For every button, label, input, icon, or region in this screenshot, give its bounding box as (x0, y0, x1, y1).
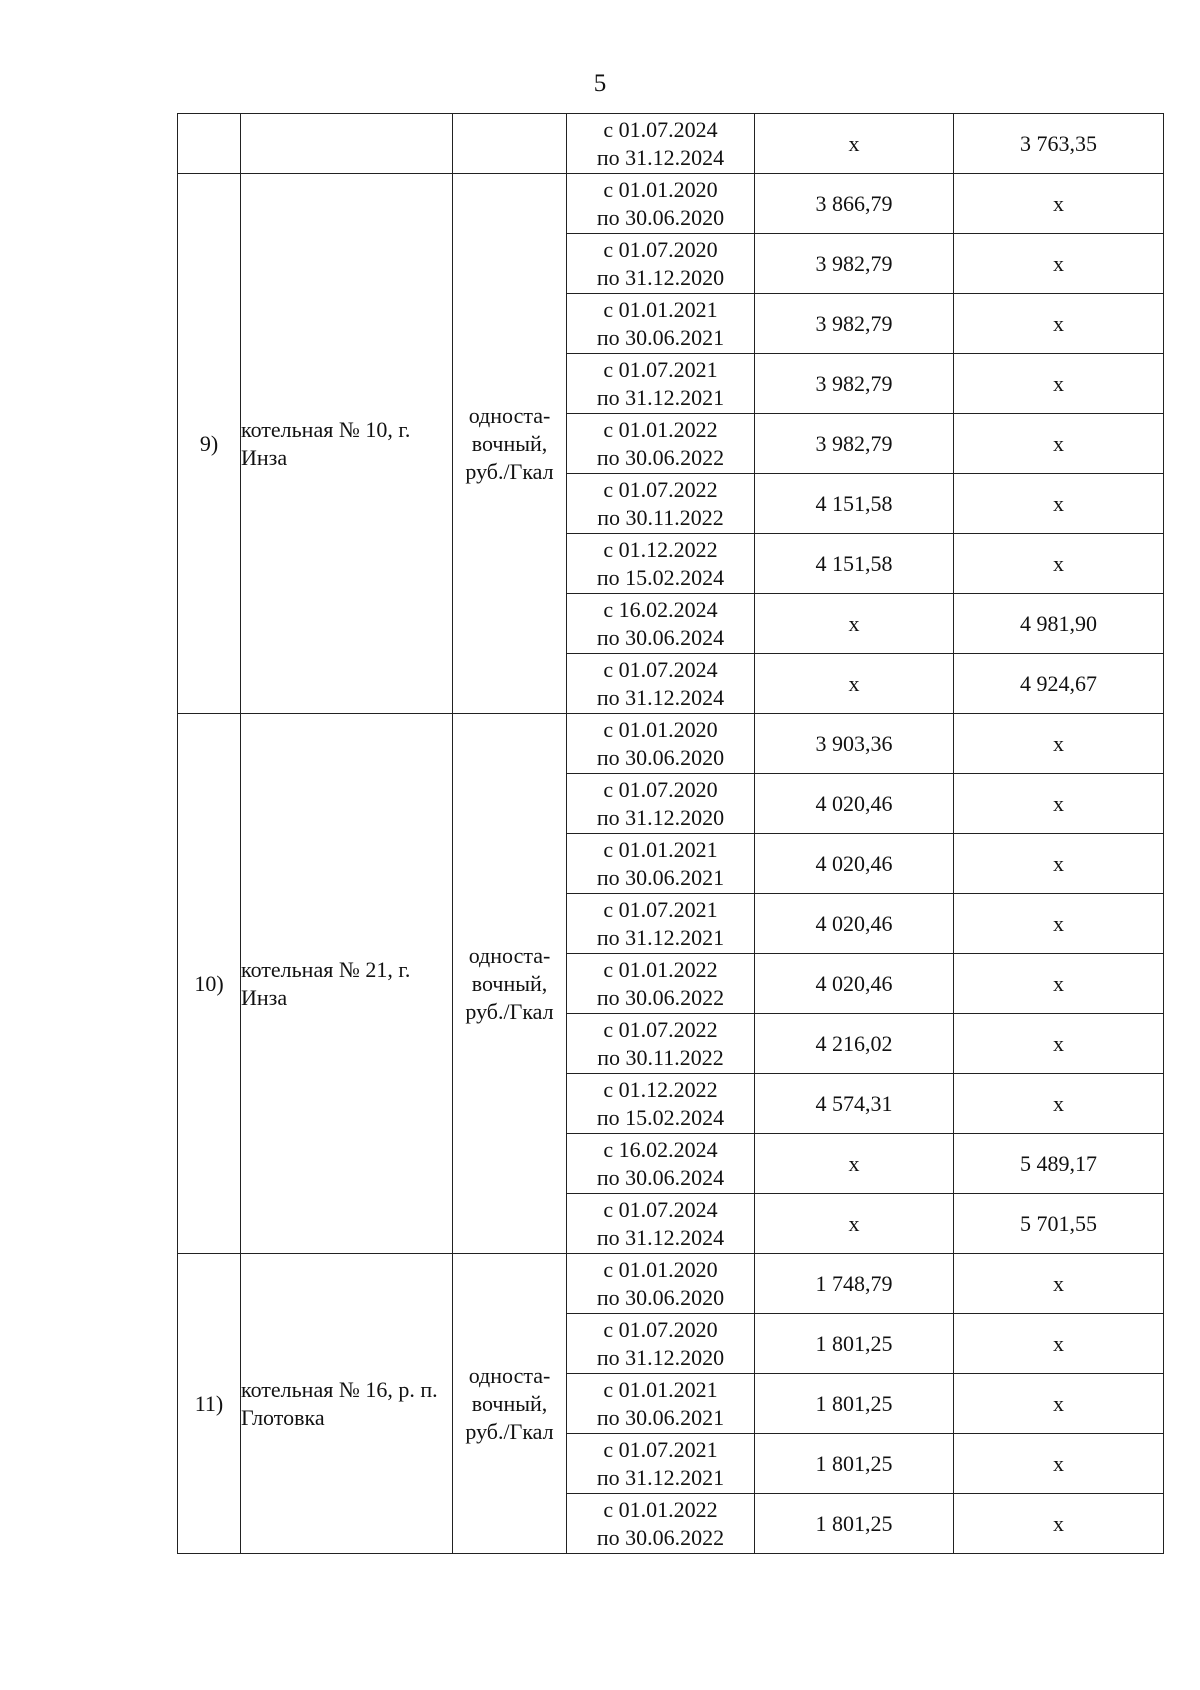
tariff-unit (453, 114, 567, 174)
tariff-unit: односта-вочный, руб./Гкал (453, 1254, 567, 1554)
period-to: по 30.06.2022 (596, 1524, 725, 1550)
period-cell (567, 174, 755, 234)
tariff-table (177, 113, 1164, 1554)
tariff-value-b: х (954, 474, 1164, 534)
period-cell (567, 1134, 755, 1194)
tariff-value-a: 4 020,46 (755, 774, 954, 834)
period-to: по 30.06.2020 (596, 1284, 725, 1310)
period-to: по 31.12.2021 (596, 1464, 725, 1490)
item-number: 9) (178, 174, 241, 714)
boiler-name (241, 114, 453, 174)
tariff-value-b: х (954, 1494, 1164, 1554)
period-to: по 30.06.2021 (596, 864, 725, 890)
tariff-value-b: х (954, 954, 1164, 1014)
period-cell (567, 534, 755, 594)
period-to: по 31.12.2020 (596, 804, 725, 830)
period-from: с 01.07.2021 (603, 356, 718, 382)
period-from: с 01.07.2021 (603, 1436, 718, 1462)
tariff-value-a: 3 982,79 (755, 354, 954, 414)
period-cell (567, 294, 755, 354)
period-to: по 15.02.2024 (596, 1104, 725, 1130)
tariff-unit: односта-вочный, руб./Гкал (453, 174, 567, 714)
tariff-value-a: 4 020,46 (755, 954, 954, 1014)
tariff-value-b: х (954, 1434, 1164, 1494)
page-number: 5 (593, 70, 607, 97)
period-from: с 01.01.2020 (603, 176, 718, 202)
table-row (178, 174, 1164, 234)
tariff-unit: односта-вочный, руб./Гкал (453, 714, 567, 1254)
period-to: по 31.12.2024 (596, 684, 725, 710)
period-cell (567, 114, 755, 174)
period-cell (567, 354, 755, 414)
period-cell (567, 1194, 755, 1254)
period-cell (567, 954, 755, 1014)
period-to: по 31.12.2020 (596, 1344, 725, 1370)
tariff-value-a: 3 982,79 (755, 414, 954, 474)
period-from: с 16.02.2024 (603, 1136, 718, 1162)
period-from: с 01.07.2022 (603, 1016, 718, 1042)
period-from: с 01.07.2020 (603, 236, 718, 262)
tariff-value-b: х (954, 414, 1164, 474)
tariff-value-b: х (954, 1314, 1164, 1374)
period-from: с 01.07.2022 (603, 476, 718, 502)
tariff-value-b: 3 763,35 (954, 114, 1164, 174)
tariff-value-a: 4 574,31 (755, 1074, 954, 1134)
period-to: по 31.12.2021 (596, 924, 725, 950)
period-to: по 31.12.2020 (596, 264, 725, 290)
tariff-value-b: х (954, 1074, 1164, 1134)
tariff-value-b: х (954, 174, 1164, 234)
tariff-value-b: х (954, 234, 1164, 294)
period-to: по 15.02.2024 (596, 564, 725, 590)
tariff-value-a: х (755, 1194, 954, 1254)
item-number (178, 114, 241, 174)
tariff-value-a: 3 903,36 (755, 714, 954, 774)
tariff-value-a: 1 801,25 (755, 1374, 954, 1434)
period-to: по 30.11.2022 (597, 1044, 724, 1070)
period-to: по 30.06.2020 (596, 744, 725, 770)
period-to: по 30.06.2020 (596, 204, 725, 230)
tariff-value-b: х (954, 1374, 1164, 1434)
period-from: с 01.01.2022 (603, 956, 718, 982)
period-from: с 01.07.2024 (603, 116, 718, 142)
period-from: с 01.12.2022 (603, 536, 718, 562)
tariff-value-b: 5 701,55 (954, 1194, 1164, 1254)
boiler-name: котельная № 21, г. Инза (241, 714, 453, 1254)
tariff-value-a: 4 151,58 (755, 534, 954, 594)
tariff-value-b: х (954, 894, 1164, 954)
period-cell (567, 1374, 755, 1434)
tariff-value-b: 4 981,90 (954, 594, 1164, 654)
period-from: с 01.07.2021 (603, 896, 718, 922)
tariff-value-a: 3 866,79 (755, 174, 954, 234)
tariff-value-a: х (755, 594, 954, 654)
tariff-value-a: 3 982,79 (755, 234, 954, 294)
period-to: по 30.06.2022 (596, 984, 725, 1010)
period-from: с 01.07.2020 (603, 1316, 718, 1342)
item-number: 10) (178, 714, 241, 1254)
period-to: по 30.06.2022 (596, 444, 725, 470)
period-cell (567, 414, 755, 474)
tariff-value-b: х (954, 1014, 1164, 1074)
period-cell (567, 714, 755, 774)
period-from: с 01.07.2020 (603, 776, 718, 802)
tariff-value-a: 1 801,25 (755, 1494, 954, 1554)
tariff-value-b: 5 489,17 (954, 1134, 1164, 1194)
period-cell (567, 834, 755, 894)
period-from: с 01.01.2022 (603, 1496, 718, 1522)
period-from: с 01.01.2022 (603, 416, 718, 442)
tariff-value-a: 4 020,46 (755, 834, 954, 894)
tariff-value-a: 1 748,79 (755, 1254, 954, 1314)
period-from: с 01.07.2024 (603, 656, 718, 682)
table-row (178, 1254, 1164, 1314)
tariff-value-a: х (755, 654, 954, 714)
period-to: по 31.12.2024 (596, 1224, 725, 1250)
period-to: по 31.12.2024 (596, 144, 725, 170)
period-from: с 01.12.2022 (603, 1076, 718, 1102)
period-to: по 30.11.2022 (597, 504, 724, 530)
tariff-value-a: 4 020,46 (755, 894, 954, 954)
period-cell (567, 1314, 755, 1374)
table-row (178, 114, 1164, 174)
boiler-name: котельная № 10, г. Инза (241, 174, 453, 714)
tariff-value-a: 3 982,79 (755, 294, 954, 354)
period-cell (567, 234, 755, 294)
period-to: по 30.06.2024 (596, 1164, 725, 1190)
period-cell (567, 1074, 755, 1134)
period-from: с 01.01.2021 (603, 836, 718, 862)
tariff-value-b: х (954, 774, 1164, 834)
item-number: 11) (178, 1254, 241, 1554)
tariff-value-a: х (755, 114, 954, 174)
period-cell (567, 1014, 755, 1074)
period-from: с 01.01.2020 (603, 716, 718, 742)
tariff-value-b: х (954, 714, 1164, 774)
tariff-value-b: х (954, 354, 1164, 414)
period-cell (567, 474, 755, 534)
period-from: с 01.07.2024 (603, 1196, 718, 1222)
tariff-value-a: 4 151,58 (755, 474, 954, 534)
period-cell (567, 594, 755, 654)
boiler-name: котельная № 16, р. п. Глотовка (241, 1254, 453, 1554)
tariff-value-a: 1 801,25 (755, 1314, 954, 1374)
period-cell (567, 1434, 755, 1494)
period-cell (567, 894, 755, 954)
tariff-value-a: 4 216,02 (755, 1014, 954, 1074)
period-from: с 01.01.2021 (603, 296, 718, 322)
period-to: по 30.06.2021 (596, 324, 725, 350)
period-cell (567, 1254, 755, 1314)
tariff-value-b: 4 924,67 (954, 654, 1164, 714)
period-cell (567, 654, 755, 714)
tariff-value-b: х (954, 834, 1164, 894)
period-from: с 16.02.2024 (603, 596, 718, 622)
table-row (178, 714, 1164, 774)
period-to: по 31.12.2021 (596, 384, 725, 410)
period-cell (567, 1494, 755, 1554)
period-to: по 30.06.2021 (596, 1404, 725, 1430)
tariff-value-b: х (954, 534, 1164, 594)
period-from: с 01.01.2020 (603, 1256, 718, 1282)
period-from: с 01.01.2021 (603, 1376, 718, 1402)
period-cell (567, 774, 755, 834)
tariff-value-a: х (755, 1134, 954, 1194)
period-to: по 30.06.2024 (596, 624, 725, 650)
tariff-value-b: х (954, 1254, 1164, 1314)
tariff-value-b: х (954, 294, 1164, 354)
tariff-value-a: 1 801,25 (755, 1434, 954, 1494)
